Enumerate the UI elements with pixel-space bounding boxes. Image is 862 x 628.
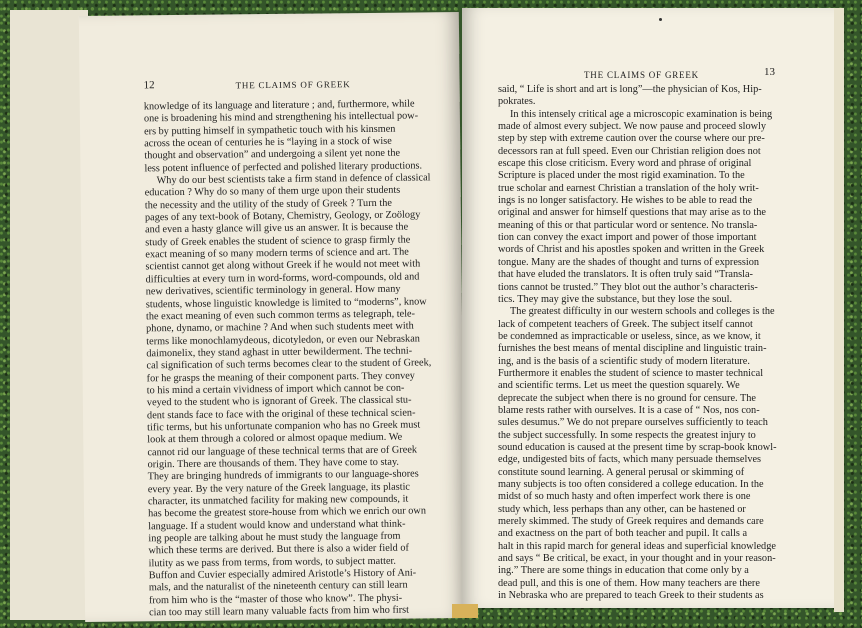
text-line: Why do our best scientists take a firm stand in defence of classical xyxy=(156,172,431,187)
text-line: escape this close criticism. Every word and phrase of original xyxy=(498,158,752,170)
text-line: mals, and the naturalist of the nineteenth century can still learn xyxy=(148,580,408,594)
text-line: character, its unmatched facility for making new compounds, it xyxy=(147,493,409,508)
text-line: constitute sound learning. A general perusal or skimming of xyxy=(498,466,745,478)
text-line: exact meaning of so many modern terms of science and art. The xyxy=(145,246,409,261)
text-line: the necessity and the utility of the study of Greek ? Turn the xyxy=(144,197,392,212)
text-line: original and answer for himself questions that may arise as to the xyxy=(498,207,766,219)
text-line: ing, and is the basis of a scientific study of modern literature. xyxy=(498,355,750,367)
text-line: halt in this rapid march for general ideas and superficial knowledge xyxy=(498,540,776,552)
text-line: to his mind a certain vividness of import which cannot be con- xyxy=(146,382,405,397)
left-page xyxy=(79,12,465,622)
text-line: education ? Why do so many of them urge upon their students xyxy=(144,185,401,199)
text-line: Furthermore it enables the student of science to master technical xyxy=(498,367,764,379)
text-line: lack of competent teachers of Greek. The subject itself cannot xyxy=(498,318,753,330)
text-line: words of Christ and his apostles spoken and written in the Greek xyxy=(498,244,765,256)
text-line: and says “ Be critical, be exact, in your thought and in your reason- xyxy=(498,553,776,565)
text-line: that have eluded the translators. It is often truly said “Transla- xyxy=(498,269,753,281)
text-line: dent stands face to face with the original of these technical scien- xyxy=(146,407,416,421)
text-line: across the ocean of centuries he is “laying in a stock of wise xyxy=(144,135,392,150)
text-line: tics. They may give the substance, but they lose the soul. xyxy=(498,293,733,305)
text-line: every year. By the very nature of the Greek language, its plastic xyxy=(147,481,411,495)
text-line: daimonelix, they stand aghast in utter bewilderment. The techni- xyxy=(146,345,413,360)
text-line: ers by putting himself in sympathetic touch with his kinsmen xyxy=(143,123,396,138)
right-page-number: 13 xyxy=(764,66,775,78)
left-running-head: THE CLAIMS OF GREEK xyxy=(235,79,351,91)
text-line: which these terms are derived. But there is also a wider field of xyxy=(148,542,409,557)
text-line: sules desumus.” We do not prepare ourselves sufficiently to teach xyxy=(498,417,768,429)
text-line: and exactness on the part of both teacher and pupil. It calls a xyxy=(498,528,748,540)
text-line: terms like monochlamydeous, dicotyledon, or even our Nebraskan xyxy=(146,332,420,347)
text-line: cian too may still learn many valuable facts from him who first xyxy=(149,604,410,619)
text-line: phone, dynamo, or machine ? And when such students meet with xyxy=(146,320,414,335)
ink-mark xyxy=(659,18,662,21)
text-line: blame rests rather with ourselves. It is a case of “ Nos, nos con- xyxy=(498,404,760,416)
text-line: merely skimmed. The study of Greek requires and demands care xyxy=(498,516,764,528)
text-line: and even a hasty glance will give us an answer. It is because the xyxy=(145,222,409,236)
text-line: for he grasps the meaning of their component parts. They convey xyxy=(146,370,415,384)
text-line: furnishes the best means of mental discipline and linguistic train- xyxy=(498,343,767,355)
text-line: decessors ran at full speed. Even our Christian religion does not xyxy=(498,145,761,157)
left-page-number: 12 xyxy=(143,79,155,92)
text-line: difficulties at every turn in word-forms, word-compounds, old and xyxy=(145,271,420,286)
left-page-text xyxy=(144,98,451,620)
text-line: thought and observation” and undergoing a silent yet none the xyxy=(144,148,401,162)
text-line: midst of so much hasty and often imperfect work there is one xyxy=(498,491,751,503)
text-line: has become the greatest store-house from which we enrich our own xyxy=(148,505,427,520)
text-line: new derivatives, scientific terminology in general. How many xyxy=(145,283,401,298)
text-line: Buffon and Cuvier especially admired Aristotle’s History of Ani- xyxy=(148,567,417,582)
text-line: They are bringing hundreds of immigrants to our language-shores xyxy=(147,468,419,483)
text-line: tion can convey the exact import and power of those important xyxy=(498,232,757,244)
right-page-text xyxy=(498,84,784,602)
text-line: study of Greek enables the student of science to grasp firmly the xyxy=(145,234,411,249)
text-line: ing.” There are some things in education that come only by a xyxy=(498,565,749,577)
text-line: Scripture is placed under the most rigid examination. To the xyxy=(498,170,745,182)
text-line: study which, less perhaps than any other, can be hastened or xyxy=(498,503,746,515)
text-line: deprecate the subject when there is no ground for censure. The xyxy=(498,392,756,404)
text-line: veyed to the student who is ignorant of Greek. The classical stu- xyxy=(146,394,412,409)
spine-binding xyxy=(452,604,478,618)
text-line: cannot rid our language of these technical terms that are of Greek xyxy=(147,444,418,458)
text-line: and scientific terms. Let us meet the question squarely. We xyxy=(498,380,740,392)
text-line: the subject successfully. In some respects the greatest injury to xyxy=(498,429,756,441)
text-line: from him who is the “master of those who know”. The physi- xyxy=(148,592,403,607)
text-line: sound education is caused at the present time by scrap-book knowl- xyxy=(498,441,777,453)
text-line: The greatest difficulty in our western schools and colleges is the xyxy=(510,306,775,318)
text-line: the exact meaning of even such common terms as telegraph, tele- xyxy=(145,308,416,323)
text-line: true scholar and earnest Christian a translation of the holy writ- xyxy=(498,182,759,194)
text-line: many subjects is too often considered a college education. In the xyxy=(498,479,764,490)
text-line: students, whose linguistic knowledge is limited to “moderns”, know xyxy=(145,295,427,310)
text-line: ings is no longer satisfactory. He wishes to be able to read the xyxy=(498,195,753,207)
text-line: tongue. Many are the shades of thought and turns of expression xyxy=(498,256,760,268)
text-line: in Nebraska who are prepared to teach Greek to their students as xyxy=(498,590,764,602)
text-line: dead pull, and this is one of them. How many teachers are there xyxy=(498,577,760,589)
text-line: step by step with extreme caution over the course where our pre- xyxy=(498,133,765,145)
text-line: tific terms, but his unfortunate companion who has no Greek must xyxy=(147,419,421,434)
text-line: In this intensely critical age a microscopic examination is being xyxy=(510,108,773,120)
text-line: said, “ Life is short and art is long”—the physician of Kos, Hip- xyxy=(498,84,762,95)
text-line: language. If a student would know and understand what think- xyxy=(148,518,406,532)
text-line: be condemned as impracticable or useless, since, as we know, it xyxy=(498,330,761,342)
right-page xyxy=(462,8,834,608)
endpaper xyxy=(10,10,88,620)
text-line: less potent influence of perfected and polished literary productions. xyxy=(144,160,423,175)
text-line: ing people are talking about he must study the language from xyxy=(148,530,401,545)
text-line: tions cannot be trusted.” They blot out the author’s characteris- xyxy=(498,281,758,293)
text-line: scientist cannot get along without Greek if he would not meet with xyxy=(145,258,421,273)
text-line: one is broadening his mind and strengthening his intellectual pow- xyxy=(143,110,419,125)
text-line: knowledge of its language and literature ; and, furthermore, while xyxy=(143,98,415,113)
text-line: meaning of this or that particular word or sentence. No transla- xyxy=(498,219,758,231)
right-running-head: THE CLAIMS OF GREEK xyxy=(584,70,699,80)
text-line: pokrates. xyxy=(498,96,536,108)
text-line: look at them through a colored or almost opaque medium. We xyxy=(147,431,403,446)
text-line: edge, undigested bits of facts, which many persuade themselves xyxy=(498,454,762,466)
text-line: origin. There are thousands of them. They have come to stay. xyxy=(147,456,400,471)
text-line: ilutity as we pass from terms, from words, to subject matter. xyxy=(148,555,396,570)
page-edges xyxy=(834,8,844,612)
text-line: pages of any text-book of Botany, Chemistry, Geology, or Zoölogy xyxy=(144,209,421,224)
text-line: cal signification of such terms becomes clear to the student of Greek, xyxy=(146,357,432,372)
text-line: made of almost every subject. We now pause and proceed slowly xyxy=(498,121,767,133)
